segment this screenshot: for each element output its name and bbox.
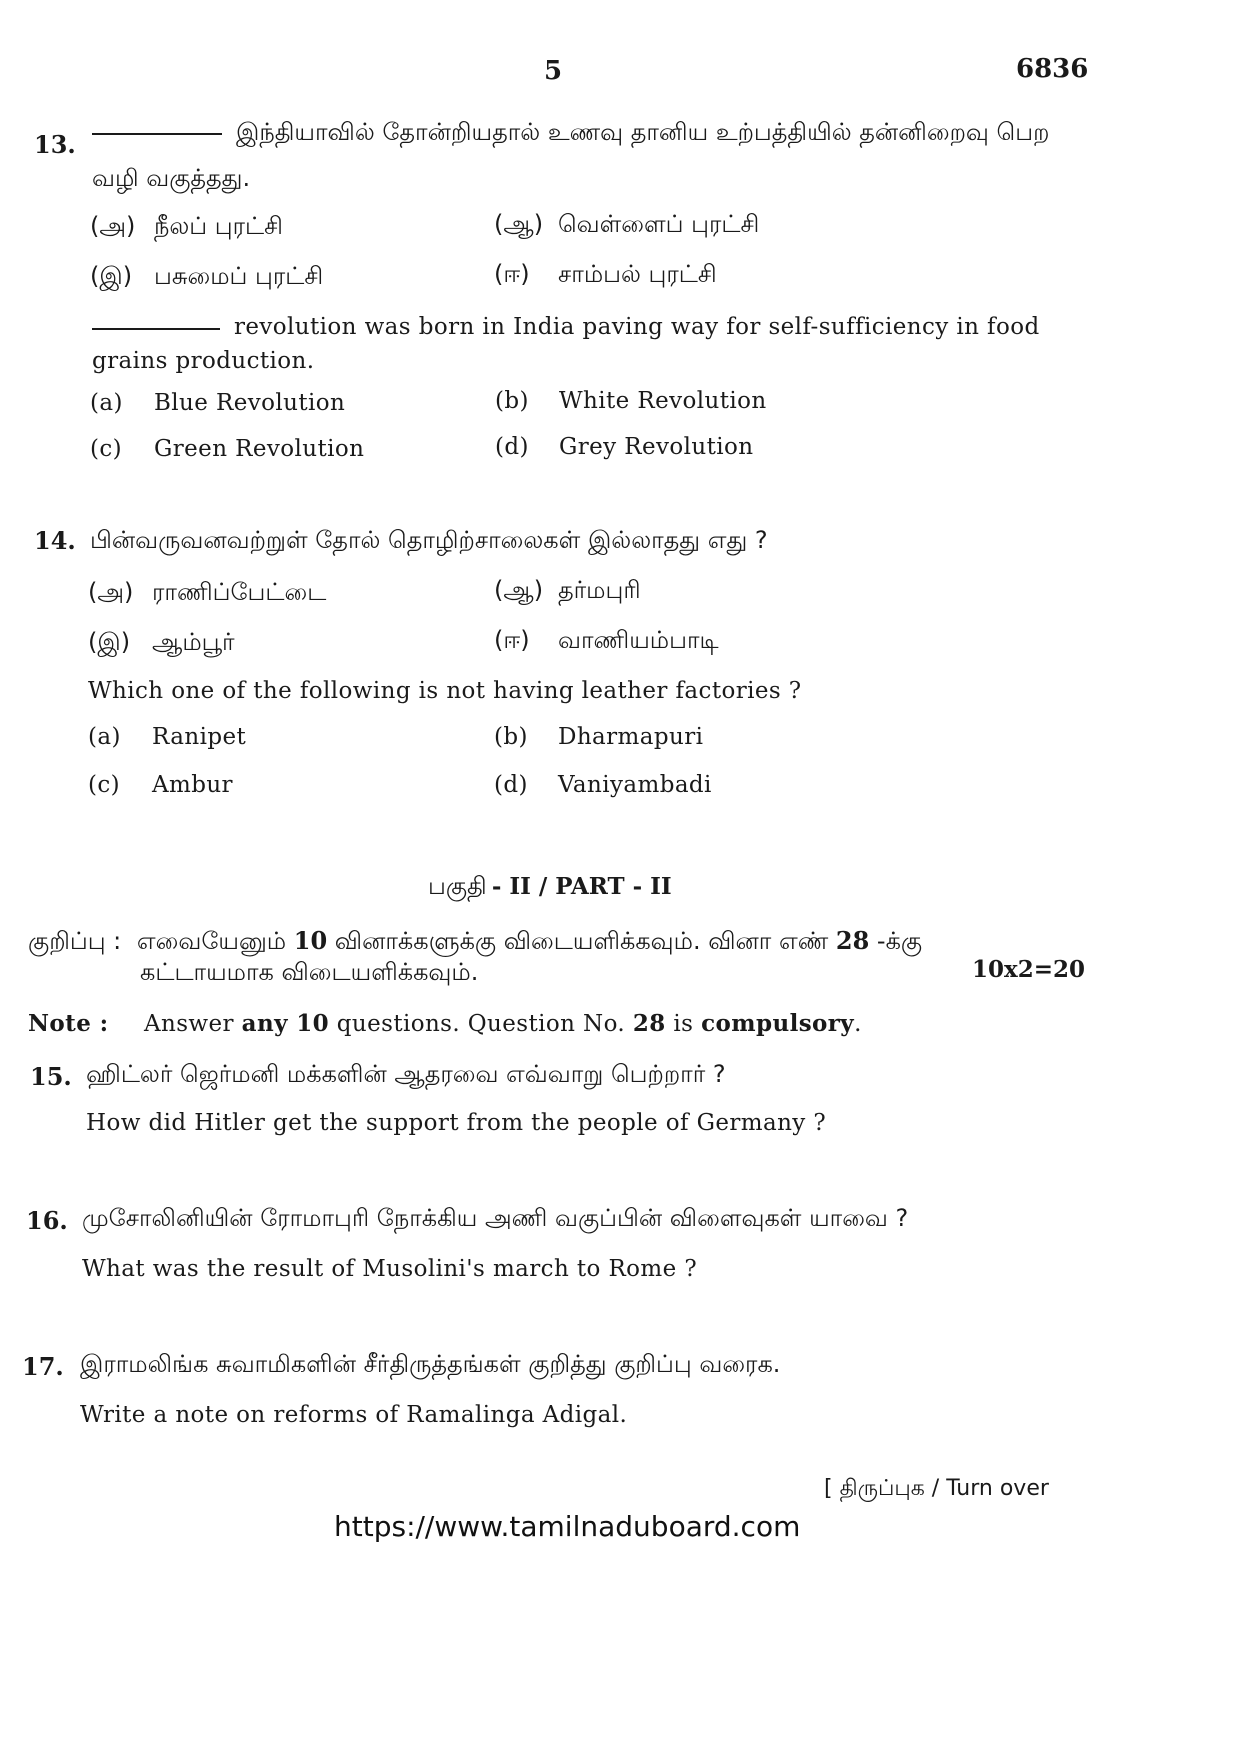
paper-code: 6836 xyxy=(1016,54,1089,84)
question-16-english: What was the result of Musolini's march to Rome ? xyxy=(82,1256,698,1282)
option-tamil-c: (இ) பசுமைப் புரட்சி xyxy=(90,262,324,290)
question-14-tamil: பின்வருவனவற்றுள் தோல் தொழிற்சாலைகள் இல்லாதது எது ? xyxy=(90,526,768,554)
question-number: 15. xyxy=(30,1062,72,1091)
question-15-english: How did Hitler get the support from the people of Germany ? xyxy=(86,1110,827,1136)
tamil-note-line1: குறிப்பு : எவையேனும் 10 வினாக்களுக்கு விடையளிக்கவும். வினா எண் 28 -க்கு xyxy=(28,926,923,955)
option-english-a: (a) Blue Revolution xyxy=(90,390,346,416)
option-english-b: (b) Dharmapuri xyxy=(494,724,704,750)
section-heading: பகுதி - II / PART - II xyxy=(428,872,672,900)
option-tamil-d: (ஈ) சாம்பல் புரட்சி xyxy=(494,260,717,288)
option-tamil-a: (அ) ராணிப்பேட்டை xyxy=(88,578,327,606)
turn-over-note: [ திருப்புக / Turn over xyxy=(824,1476,1049,1501)
question-17-tamil: இராமலிங்க சுவாமிகளின் சீர்திருத்தங்கள் குறித்து குறிப்பு வரைக. xyxy=(80,1350,781,1378)
question-15-tamil: ஹிட்லர் ஜெர்மனி மக்களின் ஆதரவை எவ்வாறு பெற்றார் ? xyxy=(86,1060,726,1088)
question-16-tamil: முசோலினியின் ரோமாபுரி நோக்கிய அணி வகுப்பின் விளைவுகள் யாவை ? xyxy=(82,1204,909,1232)
option-tamil-d: (ஈ) வாணியம்பாடி xyxy=(494,626,719,654)
answer-blank xyxy=(92,327,220,330)
option-english-d: (d) Vaniyambadi xyxy=(494,772,712,798)
question-14-english: Which one of the following is not having leather factories ? xyxy=(88,678,802,704)
website-url[interactable]: https://www.tamilnaduboard.com xyxy=(334,1510,801,1543)
question-13-tamil-line1: இந்தியாவில் தோன்றியதால் உணவு தானிய உற்பத்தியில் தன்னிறைவு பெற xyxy=(92,118,1049,149)
question-number: 13. xyxy=(34,130,76,159)
note-text: Answer any 10 questions. Question No. 28 is compulsory. xyxy=(144,1010,862,1037)
option-english-c: (c) Green Revolution xyxy=(90,436,365,462)
question-17-english: Write a note on reforms of Ramalinga Adigal. xyxy=(80,1402,628,1428)
option-tamil-b: (ஆ) வெள்ளைப் புரட்சி xyxy=(494,210,760,238)
question-number: 14. xyxy=(34,526,76,555)
option-tamil-b: (ஆ) தர்மபுரி xyxy=(494,576,641,604)
option-tamil-a: (அ) நீலப் புரட்சி xyxy=(90,212,283,240)
question-13-english-line2: grains production. xyxy=(92,348,315,374)
option-tamil-c: (இ) ஆம்பூர் xyxy=(88,628,235,656)
option-english-b: (b) White Revolution xyxy=(495,388,767,414)
note-label: Note : xyxy=(28,1010,109,1037)
answer-blank xyxy=(92,132,222,135)
option-english-c: (c) Ambur xyxy=(88,772,233,798)
page-number: 5 xyxy=(544,56,563,86)
option-english-a: (a) Ranipet xyxy=(88,724,247,750)
question-13-english-line1: revolution was born in India paving way for self-sufficiency in food xyxy=(92,314,1040,340)
question-13-tamil-line2: வழி வகுத்தது. xyxy=(92,164,251,192)
marks-allocation: 10x2=20 xyxy=(972,956,1086,983)
tamil-note-line2: கட்டாயமாக விடையளிக்கவும். xyxy=(140,958,479,986)
question-number: 17. xyxy=(22,1352,64,1381)
option-english-d: (d) Grey Revolution xyxy=(495,434,754,460)
question-number: 16. xyxy=(26,1206,68,1235)
